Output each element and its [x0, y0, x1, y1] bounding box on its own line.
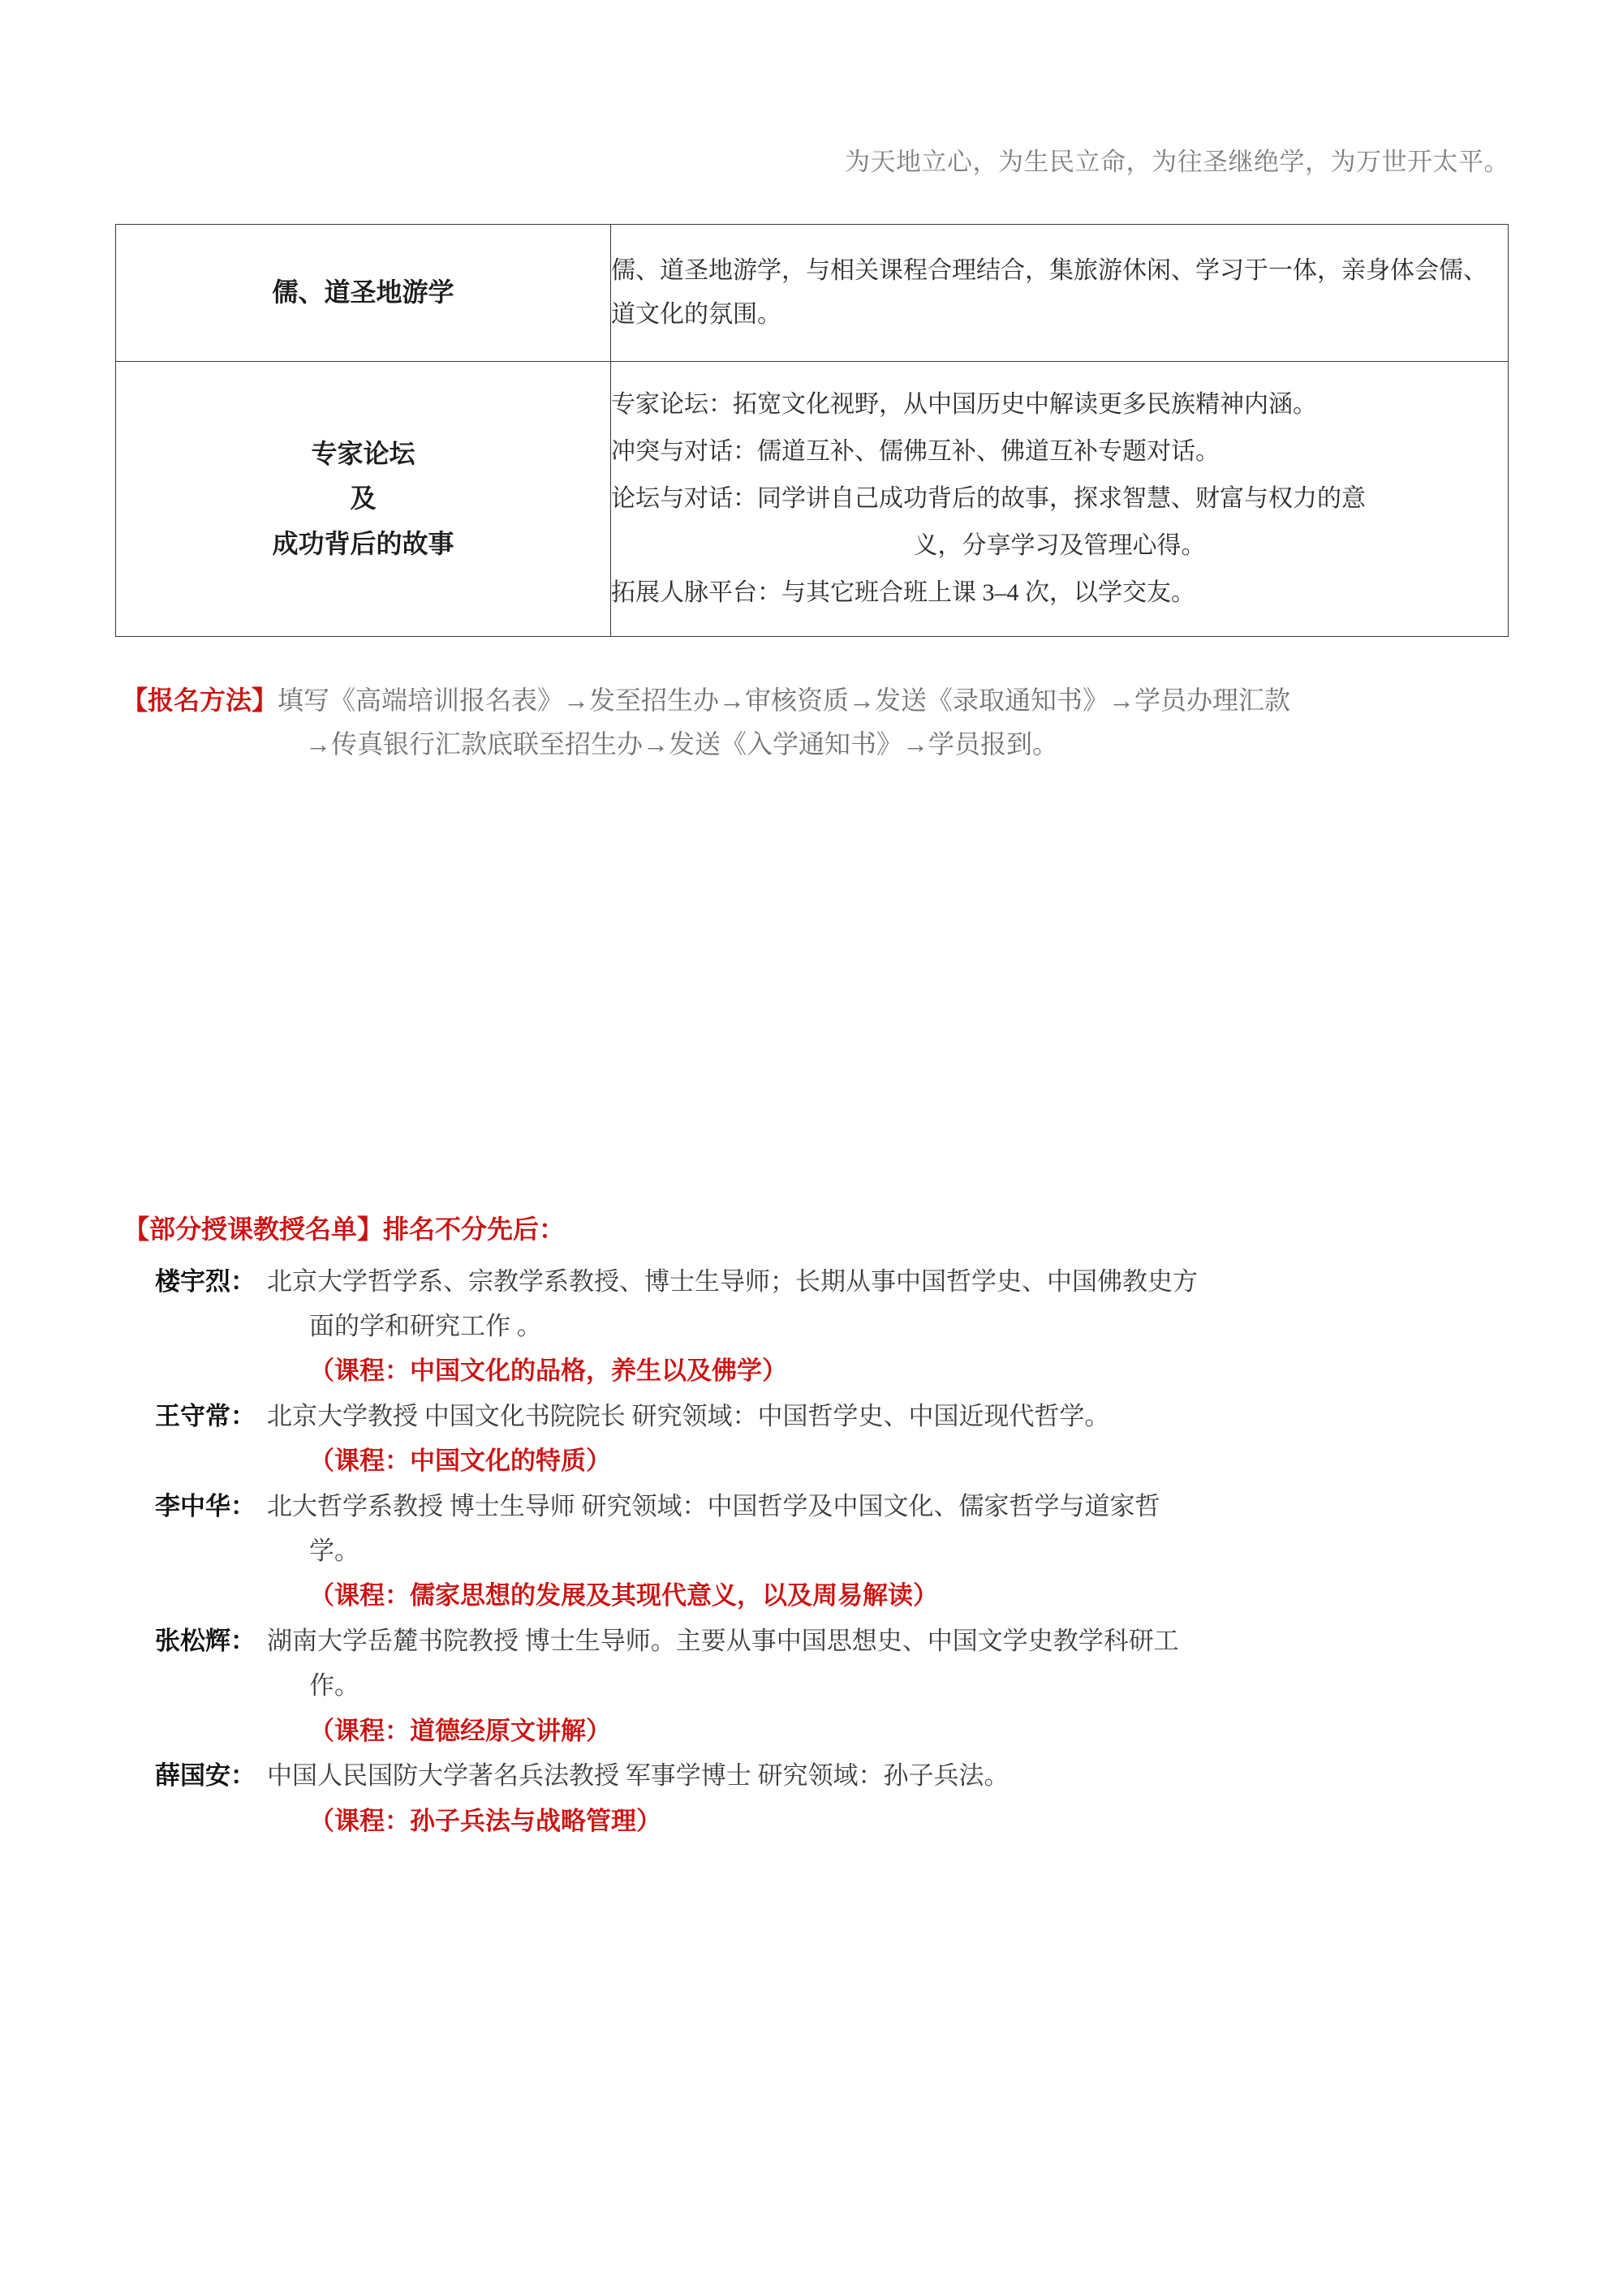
table-row-label — [116, 362, 611, 637]
professor-row — [114, 1484, 1509, 1573]
table-row-label-line: 及 — [350, 484, 377, 514]
professor-row — [114, 1259, 1509, 1348]
professor-desc-line: 湖南大学岳麓书院教授 博士生导师。主要从事中国思想史、中国文学史教学科研工 — [267, 1627, 1179, 1656]
professor-list — [114, 1259, 1509, 1843]
professor-description — [259, 1753, 1509, 1798]
course-content-table — [115, 224, 1509, 637]
professor-name: 张松辉： — [155, 1627, 256, 1656]
registration-line-2: →传真银行汇款底联至招生办→发送《入学通知书》→学员报到。 — [304, 729, 1058, 759]
professor-description — [259, 1619, 1509, 1708]
professor-description — [259, 1484, 1509, 1573]
table-row-label-line: 专家论坛 — [311, 439, 415, 469]
table-row — [116, 362, 1509, 637]
professor-desc-line: 北京大学教授 中国文化书院院长 研究领域：中国哲学史、中国近现代哲学。 — [267, 1402, 1110, 1431]
professor-course: （课程：儒家思想的发展及其现代意义，以及周易解读） — [309, 1581, 938, 1610]
professor-name: 李中华： — [155, 1492, 256, 1521]
professor-name: 王守常： — [155, 1402, 256, 1431]
table-body-line: 论坛与对话：同学讲自己成功背后的故事，探求智慧、财富与权力的意 — [611, 485, 1366, 512]
professor-desc-line: 北大哲学系教授 博士生导师 研究领域：中国哲学及中国文化、儒家哲学与道家哲 — [267, 1492, 1160, 1521]
table-row-label — [116, 225, 611, 362]
professor-name: 薛国安： — [155, 1761, 256, 1791]
table-body-line: 儒、道圣地游学，与相关课程合理结合，集旅游休闲、学习于一体，亲身体会儒、道文化的氛围。 — [611, 257, 1487, 328]
professor-row — [114, 1394, 1509, 1438]
professor-entry — [114, 1619, 1509, 1753]
professor-entry — [114, 1753, 1509, 1843]
professor-entry — [114, 1484, 1509, 1619]
table-body-line: 拓展人脉平台：与其它班合班上课 3–4 次，以学交友。 — [611, 579, 1195, 606]
professor-entry — [114, 1259, 1509, 1394]
table-row — [116, 225, 1509, 362]
header-quote: 为天地立心，为生民立命，为往圣继绝学，为万世开太平。 — [845, 148, 1509, 176]
table-body-line: 专家论坛：拓宽文化视野，从中国历史中解读更多民族精神内涵。 — [611, 391, 1317, 418]
table-body-line: 义，分享学习及管理心得。 — [913, 532, 1206, 559]
professor-description — [259, 1394, 1509, 1438]
professor-course: （课程：孙子兵法与战略管理） — [309, 1806, 661, 1835]
table-row-label-line: 儒、道圣地游学 — [272, 277, 454, 307]
table-body-line: 冲突与对话：儒道互补、儒佛互补、佛道互补专题对话。 — [611, 438, 1220, 465]
table-row-body — [611, 362, 1509, 637]
professor-course: （课程：中国文化的品格，养生以及佛学） — [309, 1357, 787, 1386]
professor-desc-line: 面的学和研究工作 。 — [309, 1312, 542, 1341]
table-row-body — [611, 225, 1509, 362]
professor-course: （课程：道德经原文讲解） — [309, 1716, 611, 1745]
professor-list-heading: 【部分授课教授名单】排名不分先后： — [123, 1215, 566, 1244]
professor-row — [114, 1619, 1509, 1708]
professor-name: 楼宇烈： — [155, 1267, 256, 1296]
professor-entry — [114, 1394, 1509, 1484]
professor-desc-line: 作。 — [309, 1671, 359, 1701]
registration-steps-1: 填写《高端培训报名表》→发至招生办→审核资质→发送《录取通知书》→学员办理汇款 — [278, 686, 1291, 715]
professor-description — [259, 1259, 1509, 1348]
professor-desc-line: 北京大学哲学系、宗教学系教授、博士生导师；长期从事中国哲学史、中国佛教史方 — [267, 1267, 1198, 1296]
professor-desc-line: 学。 — [309, 1537, 359, 1566]
table-row-label-line: 成功背后的故事 — [272, 528, 454, 558]
registration-heading: 【报名方法】 — [122, 686, 278, 715]
professor-course: （课程：中国文化的特质） — [309, 1447, 611, 1476]
registration-line-1 — [122, 678, 1509, 722]
professor-desc-line: 中国人民国防大学著名兵法教授 军事学博士 研究领域：孙子兵法。 — [267, 1761, 1010, 1791]
professor-row — [114, 1753, 1509, 1798]
registration-method-block — [122, 678, 1509, 767]
